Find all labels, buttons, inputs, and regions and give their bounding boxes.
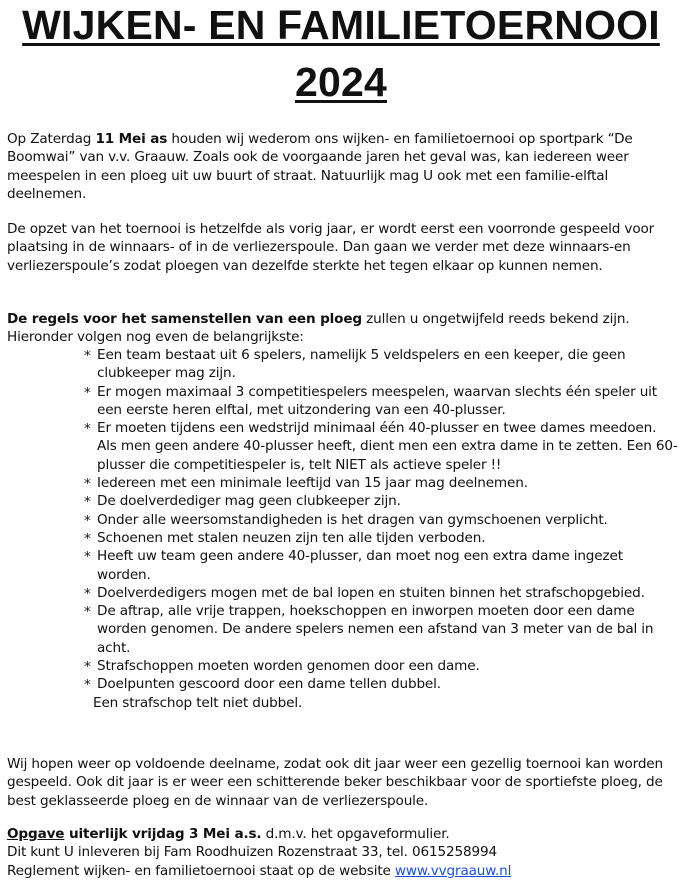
rule-item xyxy=(84,657,678,675)
rules-intro-rest: zullen u ongetwijfeld reeds bekend zijn. Hieronder volgen nog even de belangrijkste: xyxy=(7,311,630,346)
rule-text: Doelpunten gescoord door een dame tellen dubbel. xyxy=(97,676,441,693)
page-title: WIJKEN- EN FAMILIETOERNOOI xyxy=(22,2,660,48)
rule-item xyxy=(84,584,678,602)
website-link[interactable]: www.vvgraauw.nl xyxy=(394,862,512,879)
bullet-marker: * xyxy=(84,677,91,694)
rule-text: De aftrap, alle vrije trappen, hoekschoppen en inworpen moeten door een dame worden genomen. De andere spelers nemen een afstand van 3 meter van de bal in acht. xyxy=(97,603,654,656)
intro-before-date: Op Zaterdag xyxy=(7,131,96,147)
bullet-marker: * xyxy=(84,348,91,364)
intro-after-date: houden wij wederom ons wijken- en familietoernooi op sportpark “De Boomwai” van v.v. Graauw. Zoals ook de voorgaande jaren het geval was, kan iedereen weer meespelen in een ploeg uit uw buurt of straat. Natuurlijk mag U ook met een familie-elftal deelnemen. xyxy=(7,131,633,202)
inleveren-line: Dit kunt U inleveren bij Fam Roodhuizen Rozenstraat 33, tel. 0615258994 xyxy=(7,844,498,861)
opgave-label-underlined: Opgave xyxy=(7,826,65,842)
rule-item xyxy=(84,346,678,383)
bullet-marker: * xyxy=(84,549,91,566)
rule-note: Een strafschop telt niet dubbel. xyxy=(93,694,303,711)
rule-text: De doelverdediger mag geen clubkeeper zijn. xyxy=(97,493,401,510)
bullet-marker: * xyxy=(84,659,91,676)
bullet-marker: * xyxy=(84,530,91,547)
rule-item xyxy=(84,675,678,693)
rule-item xyxy=(84,474,678,492)
rule-item xyxy=(84,602,678,657)
opgave-rest: d.m.v. het opgaveformulier. xyxy=(261,826,450,842)
rules-intro-paragraph xyxy=(7,310,677,347)
bullet-marker: * xyxy=(84,384,91,401)
rule-text: Strafschoppen moeten worden genomen door een dame. xyxy=(97,658,480,675)
bullet-marker: * xyxy=(84,476,91,493)
rule-text: Schoenen met stalen neuzen zijn ten alle tijden verboden. xyxy=(97,529,486,546)
rule-text: Doelverdedigers mogen met de bal lopen en stuiten binnen het strafschopgebied. xyxy=(97,584,645,601)
rule-text: Er mogen maximaal 3 competitiespelers meespelen, waarvan slechts één speler uit een eerste heren elftal, met uitzondering van een 40-plusser. xyxy=(97,383,657,418)
bullet-marker: * xyxy=(84,604,91,621)
rule-text: Er moeten tijdens een wedstrijd minimaal één 40-plusser en twee dames meedoen. Als men geen andere 40-plusser heeft, dient men een extra dame in te zetten. Een 60-plusser die competitiespeler is, telt NIET als actieve speler !! xyxy=(97,420,678,473)
rule-item xyxy=(84,511,678,529)
rule-text: Een team bestaat uit 6 spelers, namelijk 5 veldspelers en een keeper, die geen clubkeeper mag zijn. xyxy=(97,347,626,382)
rule-text: Onder alle weersomstandigheden is het dragen van gymschoenen verplicht. xyxy=(97,511,608,528)
opgave-label xyxy=(7,826,261,842)
rule-text: Iedereen met een minimale leeftijd van 15 jaar mag deelnemen. xyxy=(97,475,528,492)
rule-item xyxy=(84,492,678,510)
rule-item xyxy=(84,529,678,547)
intro-paragraph xyxy=(7,130,677,203)
rules-list xyxy=(84,346,678,712)
rule-item xyxy=(84,419,678,474)
bullet-marker: * xyxy=(84,421,91,438)
opgave-deadline: uiterlijk vrijdag 3 Mei a.s. xyxy=(64,826,262,842)
reglement-text: Reglement wijken- en familietoernooi staat op de website xyxy=(7,862,395,879)
page-title-year: 2024 xyxy=(294,59,387,105)
rule-item xyxy=(84,547,678,584)
closing-paragraph: Wij hopen weer op voldoende deelname, zodat ook dit jaar weer een gezellig toernooi kan worden gespeeld. Ook dit jaar is er weer een schitterende beker beschikbaar voor de sportiefste ploeg, de best geklasseerde ploeg en de winnaar van de verliezerspoule. xyxy=(7,756,663,809)
rules-intro-bold: De regels voor het samenstellen van een ploeg xyxy=(7,311,363,327)
bullet-marker: * xyxy=(84,585,91,602)
bullet-marker: * xyxy=(84,512,91,529)
rule-item xyxy=(84,383,678,420)
opzet-paragraph: De opzet van het toernooi is hetzelfde als vorig jaar, er wordt eerst een voorronde gespeeld voor plaatsing in de winnaars- of in de verliezerspoule. Dan gaan we verder met deze winnaars-en verliezerspoule’s zodat ploegen van dezelfde sterkte het tegen elkaar op kunnen nemen. xyxy=(7,221,655,274)
rule-text: Heeft uw team geen andere 40-plusser, dan moet nog een extra dame ingezet worden. xyxy=(97,548,623,583)
bullet-marker: * xyxy=(84,494,91,511)
intro-date: 11 Mei as xyxy=(95,131,168,147)
registration-paragraph xyxy=(7,825,677,880)
